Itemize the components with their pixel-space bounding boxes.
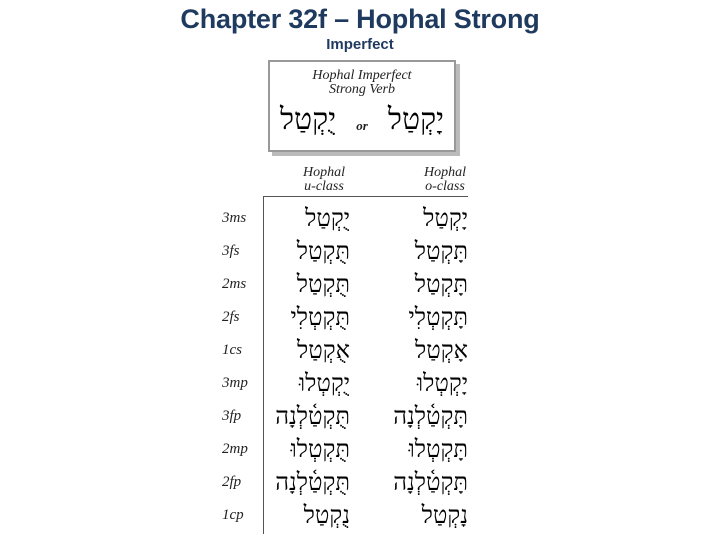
row-o-class-form: תָּקְטַ֫לְנָה bbox=[393, 402, 468, 430]
row-pgn-label: 2fs bbox=[222, 309, 240, 325]
row-u-class-form: תֻּקְטַ֫לְנָה bbox=[275, 402, 350, 430]
row-pgn-label: 2ms bbox=[222, 276, 247, 292]
table-row bbox=[0, 434, 720, 467]
paradigm-table bbox=[0, 203, 720, 533]
column-header-u-line1: Hophal bbox=[303, 165, 345, 180]
table-row bbox=[0, 269, 720, 302]
summary-caption-line1: Hophal Imperfect bbox=[312, 68, 412, 83]
row-pgn-label: 3fp bbox=[222, 408, 242, 424]
column-header-o-line2: o-class bbox=[425, 179, 465, 194]
row-u-class-form: תֻּקְטְלוּ bbox=[290, 435, 350, 463]
row-o-class-form: נָקְטַל bbox=[421, 501, 468, 529]
column-header-o-line1: Hophal bbox=[424, 165, 466, 180]
page-title: Chapter 32f – Hophal Strong bbox=[180, 4, 540, 34]
row-pgn-label: 2mp bbox=[222, 441, 248, 457]
row-u-class-form: אֻקְטַל bbox=[297, 336, 350, 364]
row-u-class-form: יֻקְטַל bbox=[305, 204, 350, 232]
row-u-class-form: תֻּקְטַל bbox=[296, 270, 350, 298]
column-header-u-line2: u-class bbox=[304, 179, 344, 194]
summary-form-u-class: יֻקְטַל bbox=[280, 102, 337, 137]
row-pgn-label: 3ms bbox=[222, 210, 247, 226]
table-row bbox=[0, 203, 720, 236]
column-header-o-class bbox=[405, 166, 485, 194]
row-o-class-form: תָּקְטְלִי bbox=[408, 303, 468, 331]
table-row bbox=[0, 236, 720, 269]
row-u-class-form: תֻּקְטַ֫לְנָה bbox=[275, 468, 350, 496]
table-row bbox=[0, 335, 720, 368]
summary-form-o-class: יָקְטַל bbox=[387, 102, 444, 137]
row-u-class-form: נֻקְטַל bbox=[303, 501, 350, 529]
row-pgn-label: 1cs bbox=[222, 342, 242, 358]
row-pgn-label: 3mp bbox=[222, 375, 248, 391]
table-row bbox=[0, 302, 720, 335]
row-o-class-form: תָּקְטַל bbox=[414, 270, 468, 298]
row-pgn-label: 1cp bbox=[222, 507, 244, 523]
row-o-class-form: תָּקְטַל bbox=[414, 237, 468, 265]
table-row bbox=[0, 500, 720, 533]
row-o-class-form: יָקְטַל bbox=[423, 204, 468, 232]
table-row bbox=[0, 368, 720, 401]
table-row bbox=[0, 401, 720, 434]
page-subtitle: Imperfect bbox=[326, 36, 394, 53]
table-header-rule bbox=[263, 196, 468, 197]
row-u-class-form: יֻקְטְלוּ bbox=[299, 369, 350, 397]
row-pgn-label: 3fs bbox=[222, 243, 240, 259]
row-u-class-form: תֻּקְטַל bbox=[296, 237, 350, 265]
row-pgn-label: 2fp bbox=[222, 474, 242, 490]
column-header-u-class bbox=[284, 166, 364, 194]
summary-or-label: or bbox=[356, 118, 368, 133]
summary-caption-line2: Strong Verb bbox=[329, 82, 395, 97]
row-o-class-form: תָּקְטְלוּ bbox=[408, 435, 468, 463]
table-row bbox=[0, 467, 720, 500]
row-o-class-form: תָּקְטַ֫לְנָה bbox=[393, 468, 468, 496]
row-o-class-form: יָקְטְלוּ bbox=[417, 369, 468, 397]
row-u-class-form: תֻּקְטְלִי bbox=[290, 303, 350, 331]
row-o-class-form: אָקְטַל bbox=[415, 336, 468, 364]
summary-box bbox=[268, 60, 456, 152]
